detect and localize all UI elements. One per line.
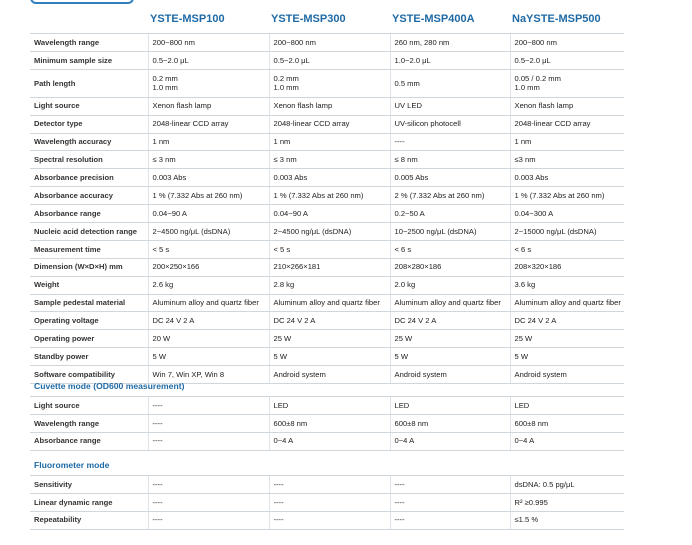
row-label: Repeatability: [30, 511, 148, 529]
cell-value: < 5 s: [269, 240, 390, 258]
cell-value: 25 W: [269, 330, 390, 348]
cell-value: ----: [148, 397, 269, 415]
cell-value: 2048-linear CCD array: [510, 115, 624, 133]
cell-value: < 6 s: [510, 240, 624, 258]
cell-value: 600±8 nm: [269, 414, 390, 432]
cell-value: ----: [148, 476, 269, 494]
row-label: Weight: [30, 276, 148, 294]
table-row: [30, 69, 624, 97]
cell-value: ----: [148, 432, 269, 450]
row-label: Wavelength range: [30, 414, 148, 432]
cell-value: 1.0~2.0 μL: [390, 51, 510, 69]
cell-value: 2~15000 ng/μL (dsDNA): [510, 223, 624, 241]
cell-value: 0~4 A: [510, 432, 624, 450]
cell-value: < 6 s: [390, 240, 510, 258]
table-row: [30, 493, 624, 511]
cell-value: 1 nm: [148, 133, 269, 151]
cell-value: 0.2~50 A: [390, 205, 510, 223]
row-label: Wavelength range: [30, 34, 148, 52]
cell-value: 0.5~2.0 μL: [510, 51, 624, 69]
cell-value: 1 nm: [269, 133, 390, 151]
cell-value: 208×280×186: [390, 258, 510, 276]
cell-value: Aluminum alloy and quartz fiber: [390, 294, 510, 312]
table-row: [30, 115, 624, 133]
table-row: [30, 187, 624, 205]
cell-value: ----: [148, 511, 269, 529]
row-label: Detector type: [30, 115, 148, 133]
table-row: [30, 276, 624, 294]
cell-value: 0.2 mm 1.0 mm: [269, 69, 390, 97]
cell-value: Aluminum alloy and quartz fiber: [510, 294, 624, 312]
row-label: Absorbance accuracy: [30, 187, 148, 205]
table-row: [30, 511, 624, 529]
cell-value: Xenon flash lamp: [148, 97, 269, 115]
cell-value: ----: [390, 476, 510, 494]
cell-value: 1 nm: [510, 133, 624, 151]
table-row: [30, 240, 624, 258]
row-label: Wavelength accuracy: [30, 133, 148, 151]
table-row: [30, 34, 624, 52]
cell-value: Android system: [510, 366, 624, 384]
cell-value: 1 % (7.332 Abs at 260 nm): [148, 187, 269, 205]
main-spec-table: [30, 33, 624, 384]
row-label: Nucleic acid detection range: [30, 223, 148, 241]
cell-value: 210×266×181: [269, 258, 390, 276]
cell-value: 25 W: [390, 330, 510, 348]
cell-value: 0.003 Abs: [148, 169, 269, 187]
table-row: [30, 205, 624, 223]
cell-value: LED: [269, 397, 390, 415]
cell-value: 200~800 nm: [269, 34, 390, 52]
row-label: Operating voltage: [30, 312, 148, 330]
table-row: [30, 330, 624, 348]
row-label: Dimension (W×D×H) mm: [30, 258, 148, 276]
table-row: [30, 133, 624, 151]
cell-value: UV-silicon photocell: [390, 115, 510, 133]
cell-value: ----: [390, 493, 510, 511]
cell-value: Aluminum alloy and quartz fiber: [148, 294, 269, 312]
cell-value: 25 W: [510, 330, 624, 348]
table-row: [30, 294, 624, 312]
cell-value: ----: [390, 133, 510, 151]
table-row: [30, 97, 624, 115]
row-label: Linear dynamic range: [30, 493, 148, 511]
cell-value: 0~4 A: [390, 432, 510, 450]
cell-value: DC 24 V 2 A: [148, 312, 269, 330]
row-label: Absorbance range: [30, 432, 148, 450]
fluorometer-section-title: Fluorometer mode: [34, 460, 110, 470]
row-label: Absorbance precision: [30, 169, 148, 187]
cell-value: ----: [148, 414, 269, 432]
cell-value: 0.5~2.0 μL: [269, 51, 390, 69]
cell-value: 2~4500 ng/μL (dsDNA): [269, 223, 390, 241]
table-row: [30, 397, 624, 415]
cell-value: 2.8 kg: [269, 276, 390, 294]
cell-value: LED: [510, 397, 624, 415]
cell-value: 2048-linear CCD array: [269, 115, 390, 133]
table-row: [30, 151, 624, 169]
table-row: [30, 476, 624, 494]
row-label: Path length: [30, 69, 148, 97]
cell-value: Aluminum alloy and quartz fiber: [269, 294, 390, 312]
cell-value: 260 nm, 280 nm: [390, 34, 510, 52]
header-tab-decoration: [30, 0, 134, 4]
cell-value: Win 7, Win XP, Win 8: [148, 366, 269, 384]
cell-value: 0.05 / 0.2 mm 1.0 mm: [510, 69, 624, 97]
row-label: Software compatibility: [30, 366, 148, 384]
cell-value: 0.04~90 A: [148, 205, 269, 223]
row-label: Sample pedestal material: [30, 294, 148, 312]
cell-value: 0.04~300 A: [510, 205, 624, 223]
cuvette-section-title: Cuvette mode (OD600 measurement): [34, 381, 185, 391]
cell-value: 200~800 nm: [148, 34, 269, 52]
cell-value: 0.04~90 A: [269, 205, 390, 223]
cell-value: 5 W: [148, 348, 269, 366]
cell-value: ≤ 3 nm: [269, 151, 390, 169]
column-header-msp100: YSTE-MSP100: [150, 13, 225, 25]
cell-value: 20 W: [148, 330, 269, 348]
cell-value: 200~800 nm: [510, 34, 624, 52]
cell-value: 1 % (7.332 Abs at 260 nm): [269, 187, 390, 205]
cell-value: 0.2 mm 1.0 mm: [148, 69, 269, 97]
cell-value: Android system: [390, 366, 510, 384]
cell-value: ≤3 nm: [510, 151, 624, 169]
row-label: Standby power: [30, 348, 148, 366]
cell-value: 0~4 A: [269, 432, 390, 450]
cell-value: ≤ 8 nm: [390, 151, 510, 169]
fluorometer-spec-table: [30, 475, 624, 530]
row-label: Absorbance range: [30, 205, 148, 223]
cell-value: DC 24 V 2 A: [269, 312, 390, 330]
table-row: [30, 312, 624, 330]
cell-value: 0.5 mm: [390, 69, 510, 97]
cell-value: ----: [269, 511, 390, 529]
column-header-msp400a: YSTE-MSP400A: [392, 13, 475, 25]
row-label: Minimum sample size: [30, 51, 148, 69]
cell-value: dsDNA: 0.5 pg/μL: [510, 476, 624, 494]
row-label: Spectral resolution: [30, 151, 148, 169]
row-label: Light source: [30, 397, 148, 415]
cell-value: ----: [269, 493, 390, 511]
column-header-msp300: YSTE-MSP300: [271, 13, 346, 25]
cuvette-spec-table: [30, 396, 624, 451]
cell-value: 5 W: [510, 348, 624, 366]
cell-value: 600±8 nm: [510, 414, 624, 432]
cell-value: 600±8 nm: [390, 414, 510, 432]
row-label: Sensitivity: [30, 476, 148, 494]
cell-value: 5 W: [390, 348, 510, 366]
table-row: [30, 414, 624, 432]
cell-value: Xenon flash lamp: [269, 97, 390, 115]
cell-value: 0.005 Abs: [390, 169, 510, 187]
row-label: Measurement time: [30, 240, 148, 258]
table-row: [30, 223, 624, 241]
cell-value: R² ≥0.995: [510, 493, 624, 511]
cell-value: 200×250×166: [148, 258, 269, 276]
cell-value: ≤ 3 nm: [148, 151, 269, 169]
cell-value: Xenon flash lamp: [510, 97, 624, 115]
cell-value: 1 % (7.332 Abs at 260 nm): [510, 187, 624, 205]
cell-value: 208×320×186: [510, 258, 624, 276]
cell-value: ----: [148, 493, 269, 511]
table-row: [30, 258, 624, 276]
cell-value: 0.003 Abs: [510, 169, 624, 187]
row-label: Operating power: [30, 330, 148, 348]
cell-value: ----: [269, 476, 390, 494]
cell-value: DC 24 V 2 A: [510, 312, 624, 330]
cell-value: Android system: [269, 366, 390, 384]
cell-value: ----: [390, 511, 510, 529]
cell-value: 0.5~2.0 μL: [148, 51, 269, 69]
cell-value: 10~2500 ng/μL (dsDNA): [390, 223, 510, 241]
table-row: [30, 348, 624, 366]
cell-value: 2 % (7.332 Abs at 260 nm): [390, 187, 510, 205]
cell-value: DC 24 V 2 A: [390, 312, 510, 330]
cell-value: 2~4500 ng/μL (dsDNA): [148, 223, 269, 241]
cell-value: < 5 s: [148, 240, 269, 258]
cell-value: 5 W: [269, 348, 390, 366]
cell-value: 2048-linear CCD array: [148, 115, 269, 133]
cell-value: 3.6 kg: [510, 276, 624, 294]
table-row: [30, 432, 624, 450]
cell-value: ≤1.5 %: [510, 511, 624, 529]
cell-value: 2.0 kg: [390, 276, 510, 294]
column-header-msp500: NaYSTE-MSP500: [512, 13, 601, 25]
cell-value: UV LED: [390, 97, 510, 115]
table-row: [30, 51, 624, 69]
table-row: [30, 169, 624, 187]
cell-value: LED: [390, 397, 510, 415]
row-label: Light source: [30, 97, 148, 115]
cell-value: 2.6 kg: [148, 276, 269, 294]
cell-value: 0.003 Abs: [269, 169, 390, 187]
